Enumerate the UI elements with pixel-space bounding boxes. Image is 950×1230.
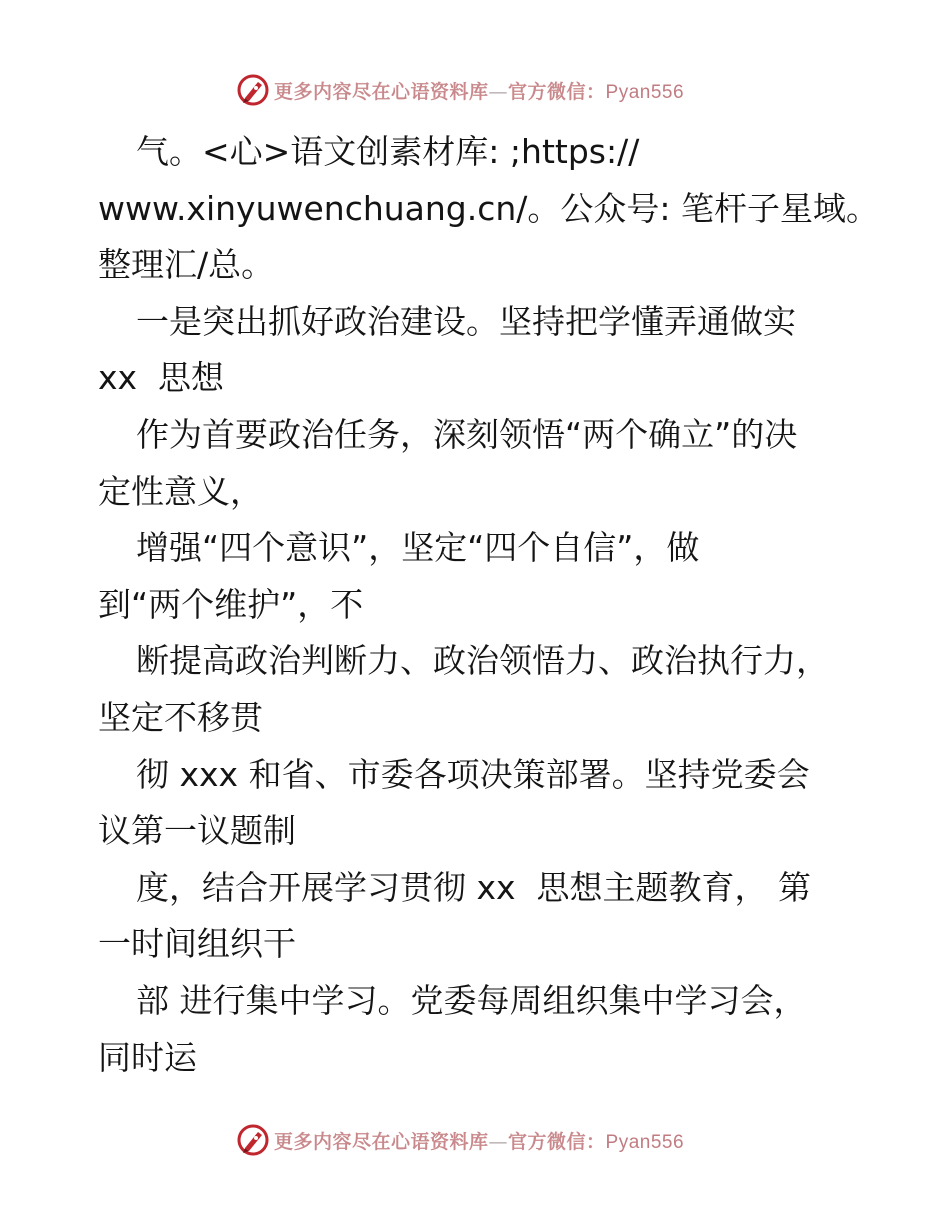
pen-logo-icon xyxy=(236,1123,270,1157)
header-banner xyxy=(236,72,684,108)
text-line: xx 思想 xyxy=(98,358,225,398)
pen-logo-icon xyxy=(236,73,270,107)
text-line: 同时运 xyxy=(98,1037,197,1077)
text-line: 气。<心>语文创素材库: ;https:// xyxy=(136,132,640,171)
footer-banner xyxy=(236,1122,684,1158)
text-line: 度，结合开展学习贯彻 xx 思想主题教育， 第 xyxy=(136,867,812,907)
text-line: 作为首要政治任务，深刻领悟“两个确立”的决 xyxy=(136,414,798,454)
text-line: 部 进行集中学习。党委每周组织集中学习会， xyxy=(136,980,807,1020)
text-line: 坚定不移贯 xyxy=(98,697,263,737)
banner-text: 更多内容尽在心语资料库—官方微信：Pyan556 xyxy=(274,1130,685,1153)
text-line: 到“两个维护”，不 xyxy=(98,584,364,624)
document-body xyxy=(98,124,878,1086)
text-line: 断提高政治判断力、政治领悟力、政治执行力， xyxy=(136,641,829,681)
banner-text: 更多内容尽在心语资料库—官方微信：Pyan556 xyxy=(274,80,685,103)
text-line: 彻 xxx 和省、市委各项决策部署。坚持党委会 xyxy=(136,754,810,794)
text-line: 定性意义， xyxy=(98,471,263,511)
text-line: 增强“四个意识”，坚定“四个自信”，做 xyxy=(136,528,700,568)
text-line: 一是突出抓好政治建设。坚持把学懂弄通做实 xyxy=(136,301,796,341)
text-line: 议第一议题制 xyxy=(98,811,296,851)
text-line: 整理汇/总。 xyxy=(98,245,275,285)
text-line: 一时间组织干 xyxy=(98,924,296,964)
text-line: www.xinyuwenchuang.cn/。公众号: 笔杆子星域。 xyxy=(98,188,880,228)
